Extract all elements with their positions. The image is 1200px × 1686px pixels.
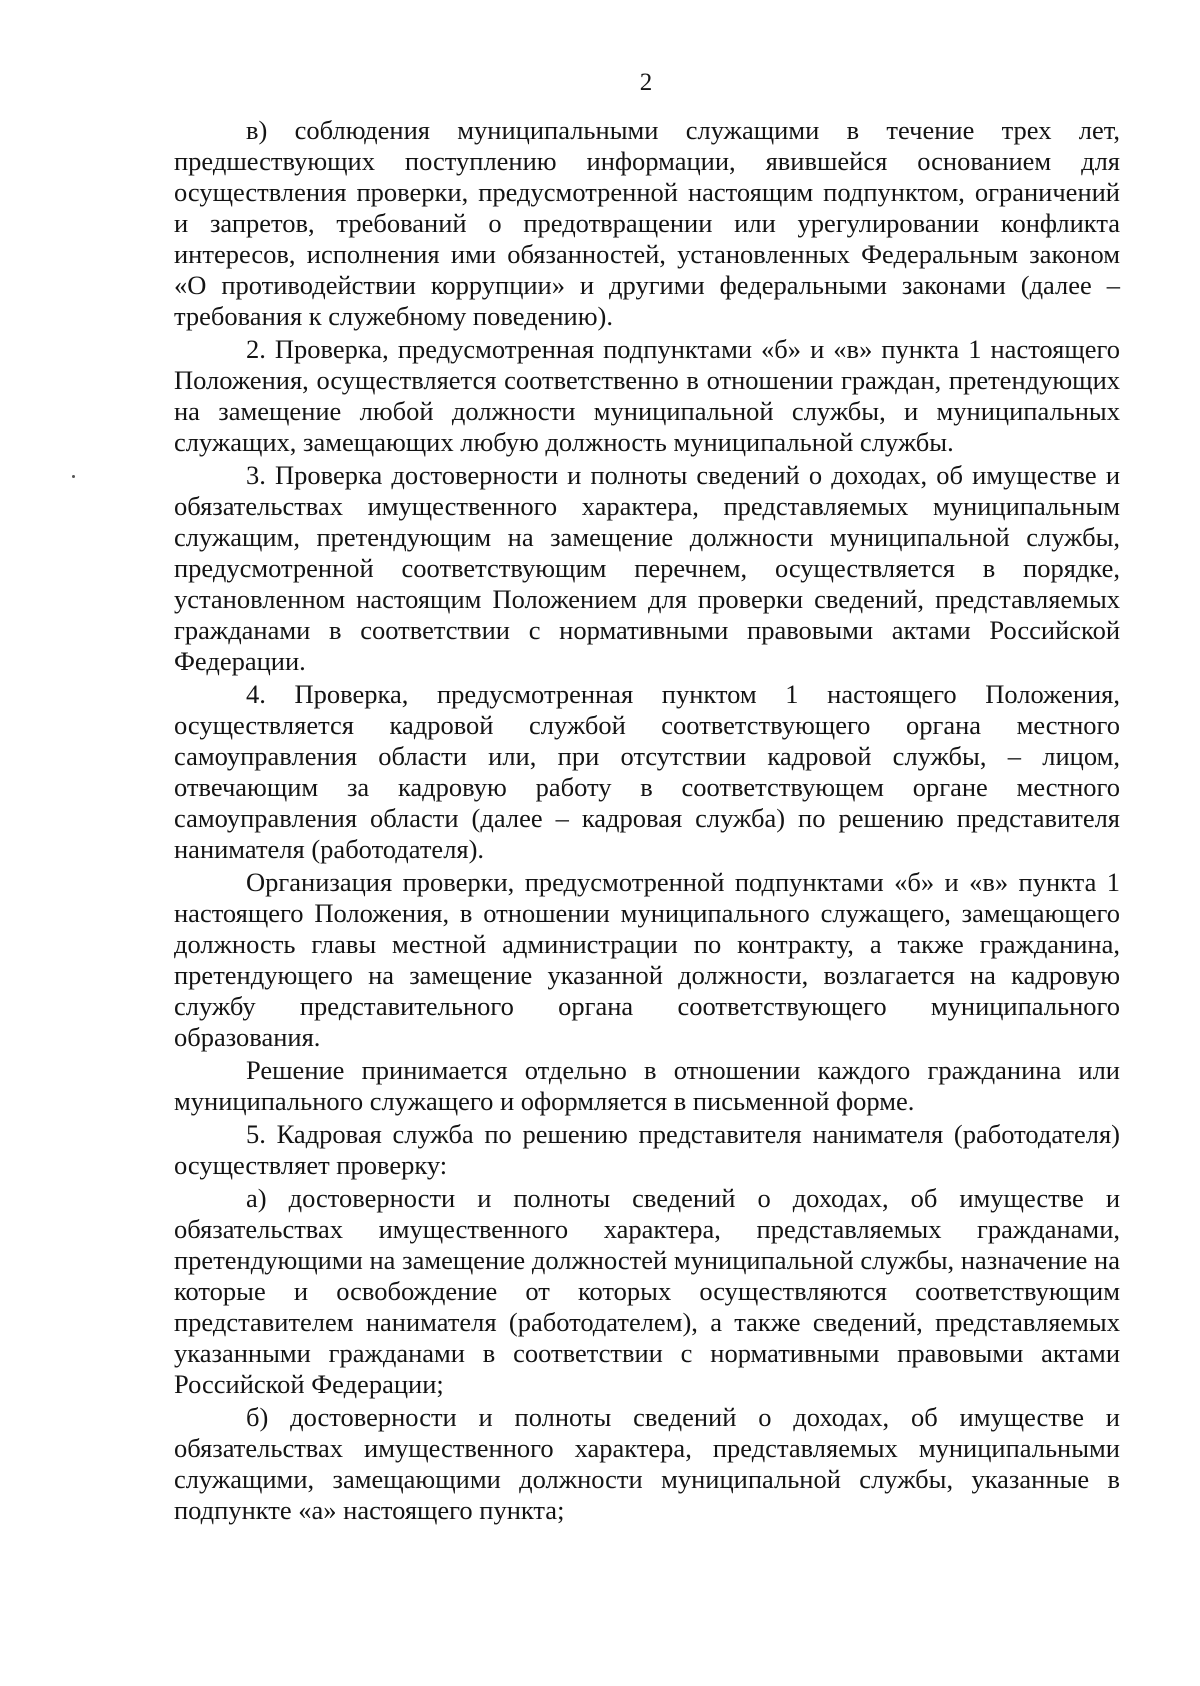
paragraph-decision: Решение принимается отдельно в отношении каждого гражданина или муниципального служащего и оформляется в письменной форме. <box>174 1055 1120 1116</box>
paragraph-5b-employees: б) достоверности и полноты сведений о доходах, об имуществе и обязательствах имущественного характера, представляемых муниципальными служащими, замещающими должности муниципальной службы, указанные в подпункте «а» настоящего пункта; <box>174 1402 1120 1525</box>
paragraph-5a-citizens: а) достоверности и полноты сведений о доходах, об имуществе и обязательствах имущественного характера, представляемых гражданами, претендующими на замещение должностей муниципальной службы, назначение на которые и освобождение от которых осуществляются соответствующим представителем нанимателя (работодателем), а также сведений, представляемых указанными гражданами в соответствии с нормативными правовыми актами Российской Федерации; <box>174 1183 1120 1399</box>
document-body <box>174 115 1120 1526</box>
paragraph-2-check-scope: 2. Проверка, предусмотренная подпунктами «б» и «в» пункта 1 настоящего Положения, осуществляется соответственно в отношении граждан, претендующих на замещение любой должности муниципальной службы, и муниципальных служащих, замещающих любую должность муниципальной службы. <box>174 334 1120 457</box>
paragraph-3v-conduct: в) соблюдения муниципальными служащими в течение трех лет, предшествующих поступлению информации, явившейся основанием для осуществления проверки, предусмотренной настоящим подпунктом, ограничений и запретов, требований о предотвращении или урегулировании конфликта интересов, исполнения ими обязанностей, установленных Федеральным законом «О противодействии коррупции» и другими федеральными законами (далее – требования к служебному поведению). <box>174 115 1120 331</box>
paragraph-5-hr-checks: 5. Кадровая служба по решению представителя нанимателя (работодателя) осуществляет проверку: <box>174 1119 1120 1180</box>
paragraph-organization: Организация проверки, предусмотренной подпунктами «б» и «в» пункта 1 настоящего Положения, в отношении муниципального служащего, замещающего должность главы местной администрации по контракту, а также гражданина, претендующего на замещение указанной должности, возлагается на кадровую службу представительного органа соответствующего муниципального образования. <box>174 867 1120 1052</box>
scan-artifact-dot <box>72 475 75 478</box>
paragraph-3-income-check: 3. Проверка достоверности и полноты сведений о доходах, об имуществе и обязательствах имущественного характера, представляемых муниципальным служащим, претендующим на замещение должности муниципальной службы, предусмотренной соответствующим перечнем, осуществляется в порядке, установленном настоящим Положением для проверки сведений, представляемых гражданами в соответствии с нормативными правовыми актами Российской Федерации. <box>174 460 1120 676</box>
paragraph-4-hr-service: 4. Проверка, предусмотренная пунктом 1 настоящего Положения, осуществляется кадровой службой соответствующего органа местного самоуправления области или, при отсутствии кадровой службы, – лицом, отвечающим за кадровую работу в соответствующем органе местного самоуправления области (далее – кадровая служба) по решению представителя нанимателя (работодателя). <box>174 679 1120 864</box>
page-number: 2 <box>639 69 653 96</box>
